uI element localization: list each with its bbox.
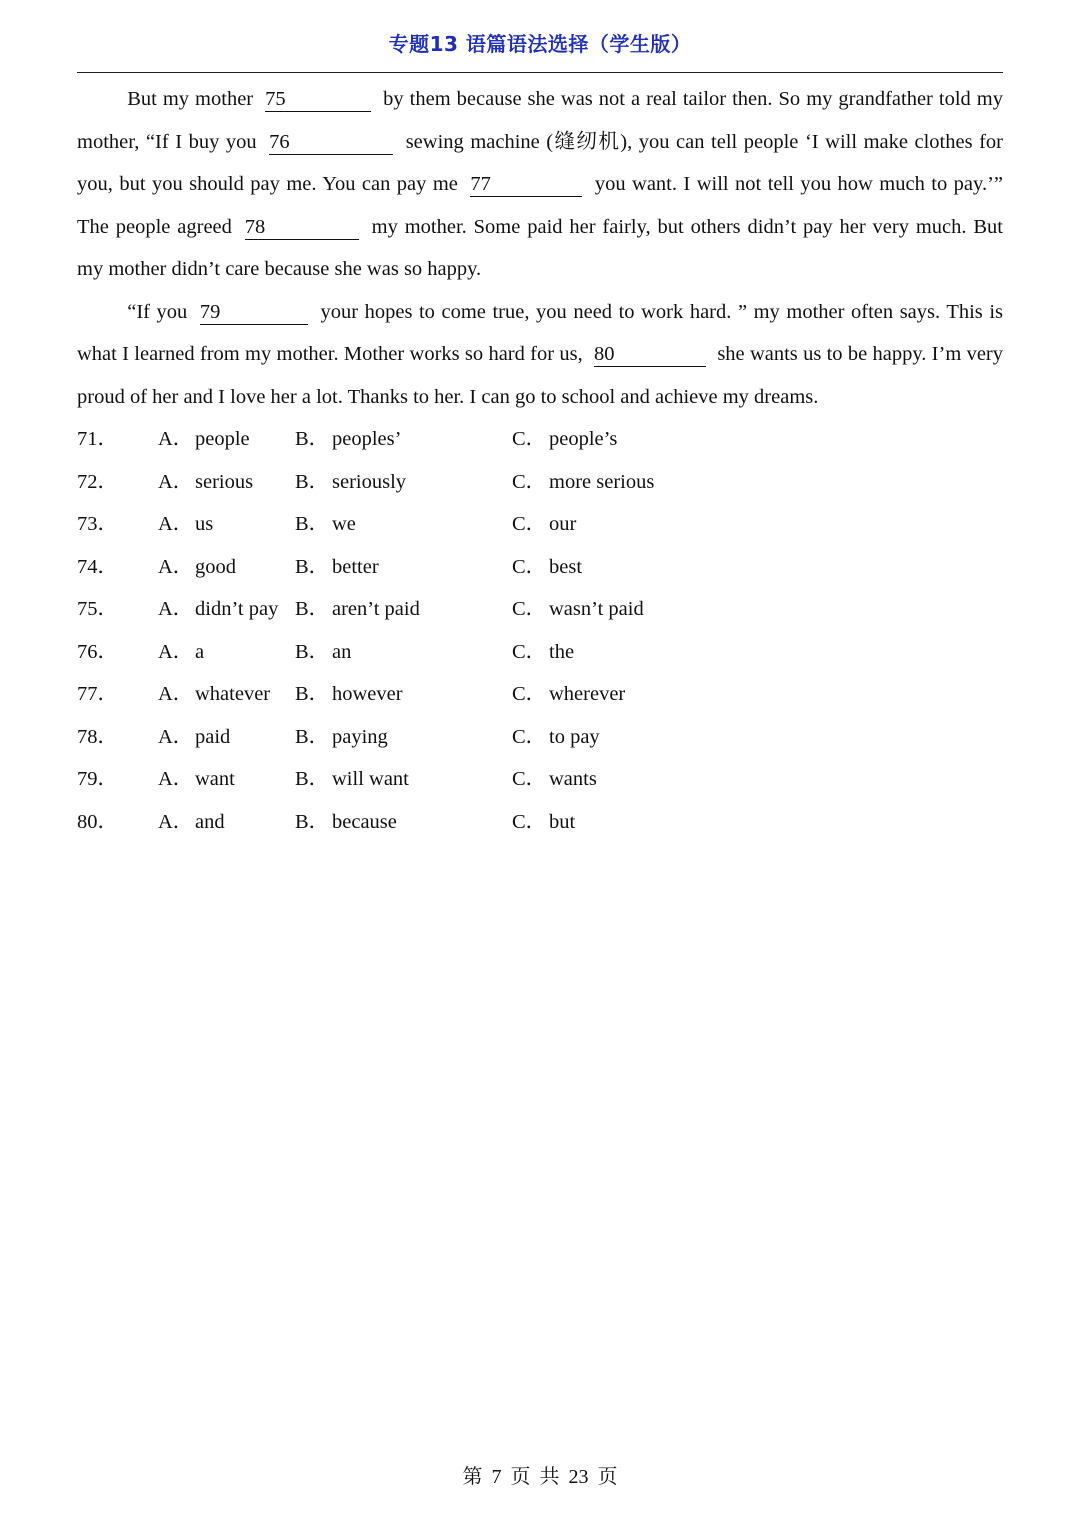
option-c[interactable]: C． wants [512,768,597,790]
question-number: 78． [77,725,118,748]
option-b[interactable]: B． because [295,810,397,833]
option-c[interactable]: C． our [512,513,577,535]
answer-blank-80[interactable]: 80 [594,343,706,367]
option-b[interactable]: B． seriously [295,470,407,493]
answer-blank-77[interactable]: 77 [470,173,582,197]
question-number: 75． [77,598,118,620]
question-number: 74． [77,555,118,578]
answer-blank-76[interactable]: 76 [269,131,393,155]
question-row [77,631,1003,674]
question-row [77,758,1003,801]
question-number: 76． [77,640,118,663]
question-row [77,588,1003,631]
option-a[interactable]: A．people [158,428,250,450]
option-c[interactable]: C． wasn’t paid [512,598,644,620]
option-a[interactable]: A．and [158,810,225,833]
option-a[interactable]: A．paid [158,725,231,748]
option-c[interactable]: C． more serious [512,470,655,493]
option-a[interactable]: A．whatever [158,683,271,705]
option-a[interactable]: A．us [158,513,214,535]
question-number: 73． [77,513,118,535]
option-a[interactable]: A．a [158,640,205,663]
options-list [77,418,1003,843]
option-a[interactable]: A．want [158,768,235,790]
question-row [77,716,1003,759]
option-a[interactable]: A．didn’t pay [158,598,279,620]
option-b[interactable]: B． paying [295,725,388,748]
page-header-title: 专题13 语篇语法选择（学生版） [388,32,692,56]
question-row [77,673,1003,716]
option-c[interactable]: C． but [512,810,576,833]
option-c[interactable]: C． to pay [512,725,600,748]
option-a[interactable]: A．serious [158,470,254,493]
question-number: 71． [77,428,118,450]
option-b[interactable]: B． we [295,513,356,535]
answer-blank-75[interactable]: 75 [265,88,371,112]
option-b[interactable]: B． aren’t paid [295,598,420,620]
option-b[interactable]: B． better [295,555,379,578]
option-b[interactable]: B． peoples’ [295,428,402,450]
question-number: 72． [77,470,118,493]
header-divider [77,72,1003,73]
passage-paragraph-1: But my mother 75 by them because she was not a real tailor then. So my grandfather told my mother, “If I buy you 76 sewing machine (缝纫机), you can tell people ‘I will make clothes for you, but you should pay me. You can pay me 77 you want. I will not tell you how much to pay.’” The people agreed 78 my mother. Some paid her fairly, but others didn’t pay her very much. But my mother didn’t care because she was so happy. [77,88,1004,280]
passage-paragraph-2: “If you 79 your hopes to come true, you need to work hard. ” my mother often says. This is what I learned from my mother. Mother works so hard for us, 80 she wants us to be happy. I’m very proud of her and I love her a lot. Thanks to her. I can go to school and achieve my dreams. [77,300,1004,408]
question-row [77,801,1003,844]
option-b[interactable]: B． however [295,683,403,705]
option-c[interactable]: C． best [512,555,583,578]
question-row [77,461,1003,504]
question-number: 79． [77,768,118,790]
question-number: 80． [77,810,118,833]
option-c[interactable]: C． wherever [512,683,626,705]
answer-blank-79[interactable]: 79 [200,301,308,325]
page-footer: 第 7 页 共 23 页 [462,1466,618,1488]
answer-blank-78[interactable]: 78 [245,216,359,240]
option-a[interactable]: A．good [158,555,236,578]
question-number: 77． [77,683,118,705]
option-c[interactable]: C． people’s [512,428,618,450]
option-c[interactable]: C． the [512,640,575,663]
question-row [77,546,1003,589]
document-body [77,78,1003,843]
question-row [77,418,1003,461]
option-b[interactable]: B． an [295,640,352,663]
question-row [77,503,1003,546]
option-b[interactable]: B． will want [295,768,409,790]
